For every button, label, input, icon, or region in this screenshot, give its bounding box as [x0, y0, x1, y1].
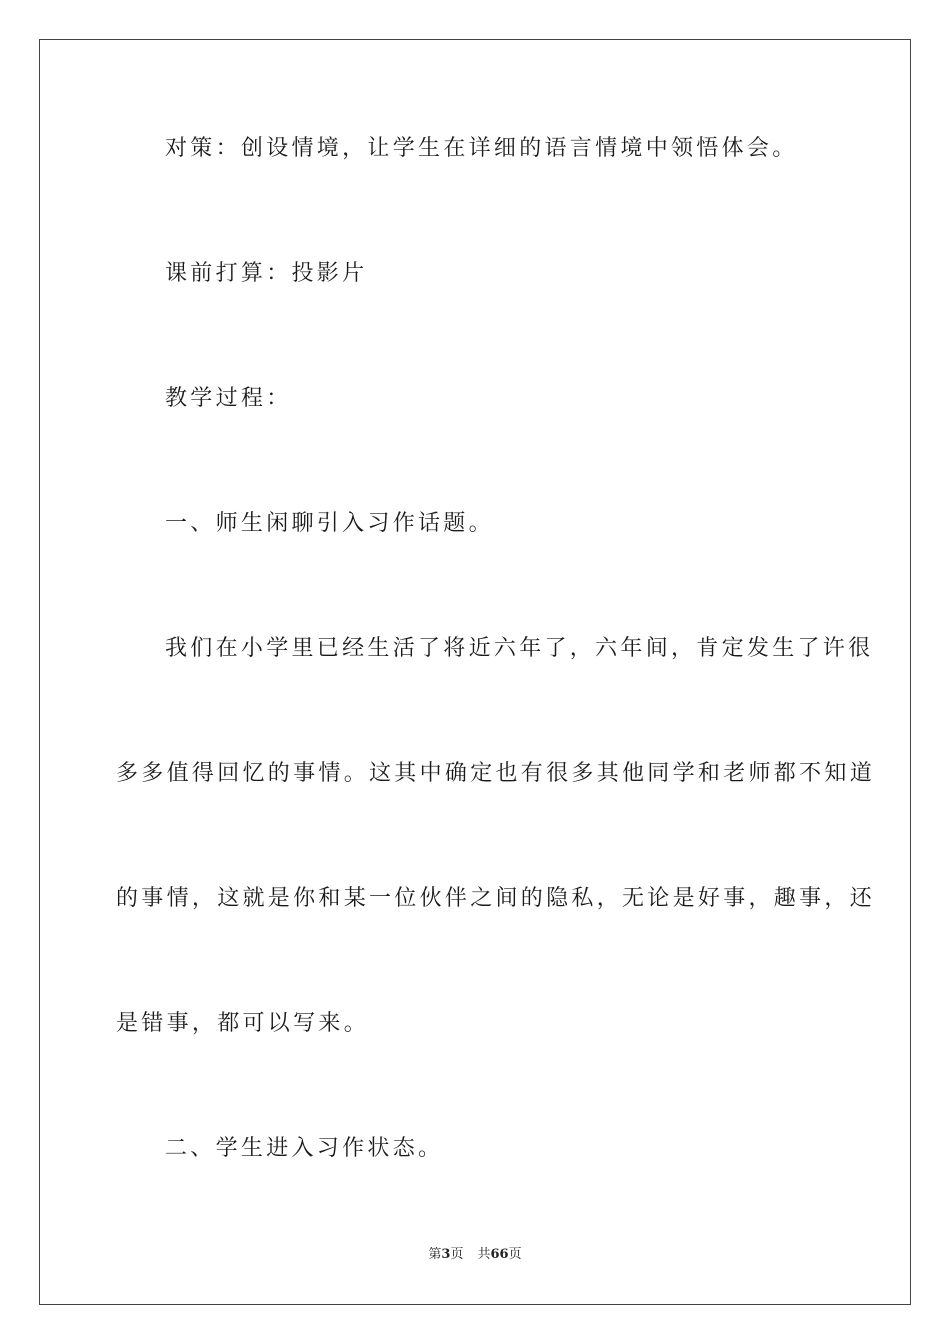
paragraph-process-heading: 教学过程： [165, 386, 292, 411]
page-frame [39, 39, 911, 1305]
paragraph-body-line-3: 的事情，这就是你和某一位伙伴之间的隐私，无论是好事，趣事，还 [116, 886, 876, 911]
section-heading-one: 一、师生闲聊引入习作话题。 [165, 511, 494, 536]
footer-page-suffix: 页 [450, 1247, 464, 1262]
section-heading-two: 二、学生进入习作状态。 [165, 1136, 444, 1161]
paragraph-body-line-1: 我们在小学里已经生活了将近六年了，六年间，肯定发生了许很 [165, 636, 874, 661]
paragraph-strategy: 对策：创设情境，让学生在详细的语言情境中领悟体会。 [165, 136, 798, 161]
footer-total-suffix: 页 [508, 1247, 522, 1262]
paragraph-body-line-2: 多多值得回忆的事情。这其中确定也有很多其他同学和老师都不知道 [116, 761, 876, 786]
footer-total-pages: 66 [490, 1247, 509, 1262]
footer-page-prefix: 第 [428, 1247, 442, 1262]
footer-total-prefix: 共 [477, 1247, 491, 1262]
paragraph-preparation: 课前打算：投影片 [165, 261, 368, 286]
footer-page-number: 3 [441, 1247, 451, 1262]
paragraph-body-line-4: 是错事，都可以写来。 [116, 1011, 370, 1036]
page-footer [0, 1246, 950, 1264]
